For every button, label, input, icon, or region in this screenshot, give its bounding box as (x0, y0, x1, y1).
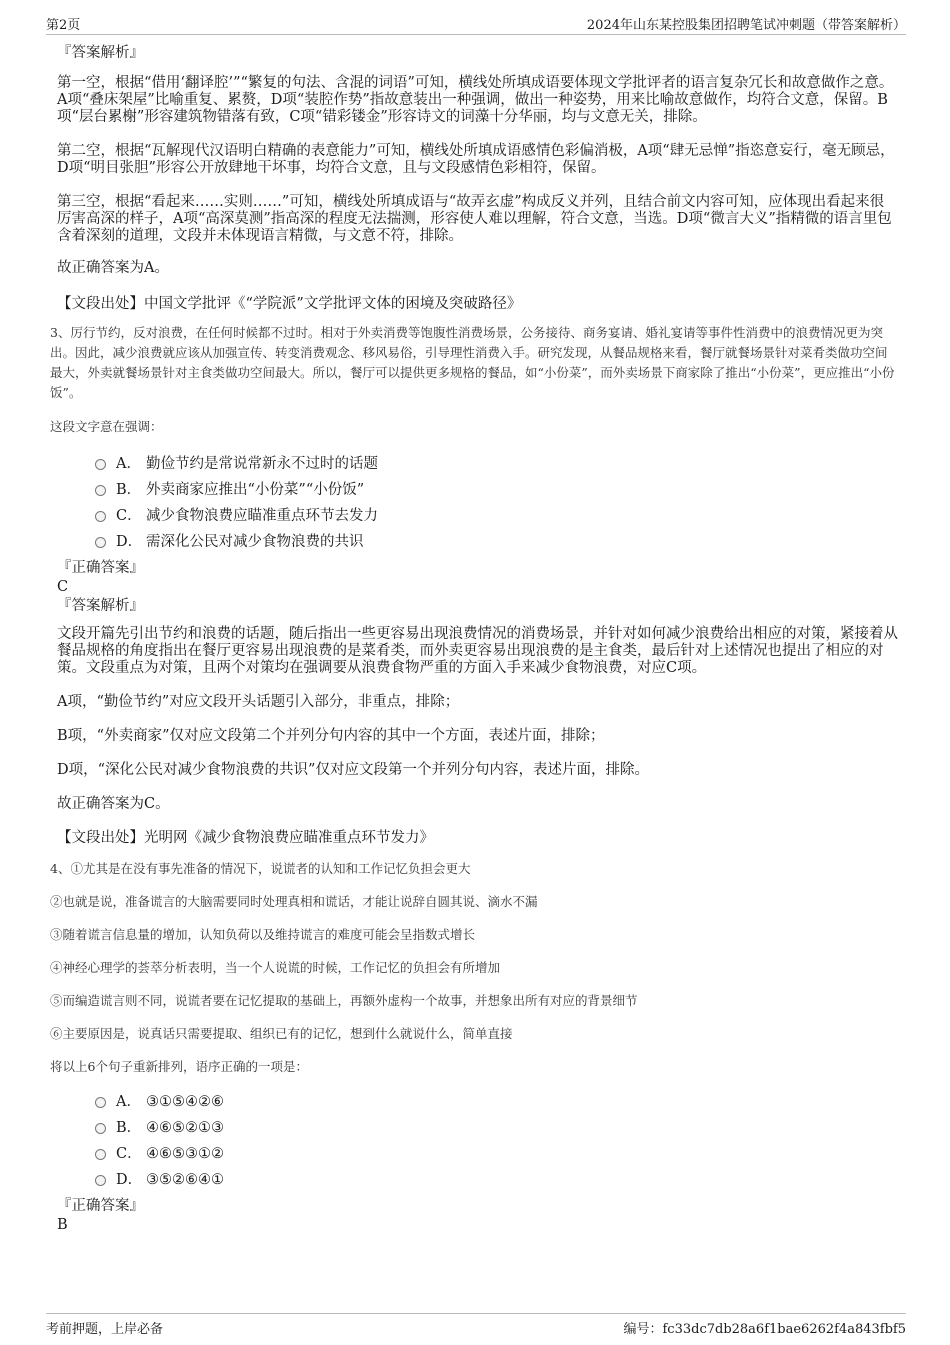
q3-question: 这段文字意在强调： (50, 419, 163, 434)
q3-option-c[interactable]: C． 减少食物浪费应瞄准重点环节去发力 (95, 503, 898, 529)
radio-icon[interactable] (95, 1097, 106, 1108)
q4-sentence-5: ⑤而编造谎言则不同，说谎者要在记忆提取的基础上，再额外虚构一个故事，并想象出所有对应的背景细节 (50, 993, 638, 1008)
q3-option-b[interactable]: B． 外卖商家应推出“小份菜”“小份饭” (95, 477, 898, 503)
q3-source: 【文段出处】光明网《减少食物浪费应瞄准重点环节发力》 (57, 830, 434, 846)
document-body (50, 44, 898, 1235)
q3-stem: 3、厉行节约，反对浪费，在任何时候都不过时。相对于外卖消费等饱腹性消费场景，公务接待、商务宴请、婚礼宴请等事件性消费中的浪费情况更为突出。因此，减少浪费就应该从加强宣传、转变消费观念、移风易俗，引导理性消费入手。研究发现，从餐品规格来看，餐厅就餐场景针对菜肴类做功空间最大，外卖就餐场景针对主食类做功空间最大。所以，餐厅可以提供更多规格的餐品，如“小份菜”，而外卖场景下商家除了推出“小份菜”，更应推出“小份饭”。 (50, 325, 895, 400)
page-header (46, 12, 906, 35)
q2-analysis-para1: 第一空，根据“借用‘翻译腔’”“繁复的句法、含混的词语”可知，横线处所填成语要体现文学批评者的语言复杂冗长和故意做作之意。A项“叠床架屋”比喻重复、累赘，D项“装腔作势”指故意装出一种强调，做出一种姿势，用来比喻故意做作，均符合文意，保留。B项“层台累榭”形容建筑物错落有致，C项“错彩镂金”形容诗文的词藻十分华丽，均与文意无关，排除。 (57, 75, 894, 125)
q3-analysis-opt-d: D项，“深化公民对减少食物浪费的共识”仅对应文段第一个并列分句内容，表述片面，排除。 (57, 762, 649, 778)
document-title: 2024年山东某控股集团招聘笔试冲刺题（带答案解析） (586, 18, 906, 33)
footer-serial: 编号：fc33dc7db28a6f1bae6262f4a843fbf5 (623, 1322, 906, 1337)
q4-option-a[interactable]: A． ③①⑤④②⑥ (95, 1089, 898, 1115)
q3-option-d[interactable]: D． 需深化公民对减少食物浪费的共识 (95, 529, 898, 555)
q4-correct-answer: B (57, 1217, 68, 1233)
q2-analysis-para3: 第三空，根据“看起来……实则……”可知，横线处所填成语与“故弄玄虚”构成反义并列，且结合前文内容可知，应体现出看起来很厉害高深的样子，A项“高深莫测”指高深的程度无法揣测，形容使人难以理解，符合文意，当选。D项“微言大义”指精微的语言里包含着深刻的道理，文段并未体现语言精微，与文意不符，排除。 (57, 194, 892, 244)
q3-correct-answer: C (57, 579, 69, 595)
radio-icon[interactable] (95, 485, 106, 496)
q4-option-c[interactable]: C． ④⑥⑤③①② (95, 1141, 898, 1167)
q2-source: 【文段出处】中国文学批评《“学院派”文学批评文体的困境及突破路径》 (57, 296, 522, 312)
q4-option-b[interactable]: B． ④⑥⑤②①③ (95, 1115, 898, 1141)
q4-option-d[interactable]: D． ③⑤②⑥④① (95, 1167, 898, 1193)
page-footer (46, 1313, 906, 1336)
q3-analysis-label: 『答案解析』 (57, 598, 144, 614)
radio-icon[interactable] (95, 459, 106, 470)
radio-icon[interactable] (95, 1175, 106, 1186)
q3-correct-label: 『正确答案』 (57, 560, 144, 576)
q3-analysis-para1: 文段开篇先引出节约和浪费的话题，随后指出一些更容易出现浪费情况的消费场景，并针对如何减少浪费给出相应的对策，紧接着从餐品规格的角度指出在餐厅更容易出现浪费的是菜肴类，而外卖更容易出现浪费的是主食类，最后针对上述情况也提出了相应的对策。文段重点为对策，且两个对策均在强调要从浪费食物严重的方面入手来减少食物浪费，对应C项。 (57, 626, 898, 676)
q4-options (95, 1089, 898, 1193)
q3-analysis-opt-a: A项，“勤俭节约”对应文段开头话题引入部分，非重点，排除； (57, 694, 460, 710)
radio-icon[interactable] (95, 1149, 106, 1160)
q3-option-a[interactable]: A． 勤俭节约是常说常新永不过时的话题 (95, 451, 898, 477)
q4-correct-label: 『正确答案』 (57, 1198, 144, 1214)
q2-analysis-label: 『答案解析』 (57, 45, 144, 61)
page-number: 第2页 (46, 18, 81, 33)
q3-conclusion: 故正确答案为C。 (57, 796, 170, 812)
q4-question: 将以上6个句子重新排列，语序正确的一项是： (50, 1059, 308, 1074)
q4-sentence-2: ②也就是说，准备谎言的大脑需要同时处理真相和谎话，才能让说辞自圆其说、滴水不漏 (50, 894, 538, 909)
q4-sentence-1: 4、①尤其是在没有事先准备的情况下，说谎者的认知和工作记忆负担会更大 (50, 861, 471, 876)
radio-icon[interactable] (95, 511, 106, 522)
q4-sentence-3: ③随着谎言信息量的增加，认知负荷以及维持谎言的难度可能会呈指数式增长 (50, 927, 476, 942)
q2-analysis-para2: 第二空，根据“瓦解现代汉语明白精确的表意能力”可知，横线处所填成语感情色彩偏消极，A项“肆无忌惮”指恣意妄行，毫无顾忌，D项“明目张胆”形容公开放肆地干坏事，均符合文意，且与文段感情色彩相符，保留。 (57, 143, 895, 176)
q2-conclusion: 故正确答案为A。 (57, 260, 169, 276)
radio-icon[interactable] (95, 1123, 106, 1134)
q3-options (95, 451, 898, 555)
q3-analysis-opt-b: B项，“外卖商家”仅对应文段第二个并列分句内容的其中一个方面，表述片面，排除； (57, 728, 605, 744)
footer-slogan: 考前押题，上岸必备 (46, 1322, 164, 1337)
q4-sentence-4: ④神经心理学的荟萃分析表明，当一个人说谎的时候，工作记忆的负担会有所增加 (50, 960, 501, 975)
radio-icon[interactable] (95, 537, 106, 548)
q4-sentence-6: ⑥主要原因是，说真话只需要提取、组织已有的记忆，想到什么就说什么，简单直接 (50, 1026, 513, 1041)
